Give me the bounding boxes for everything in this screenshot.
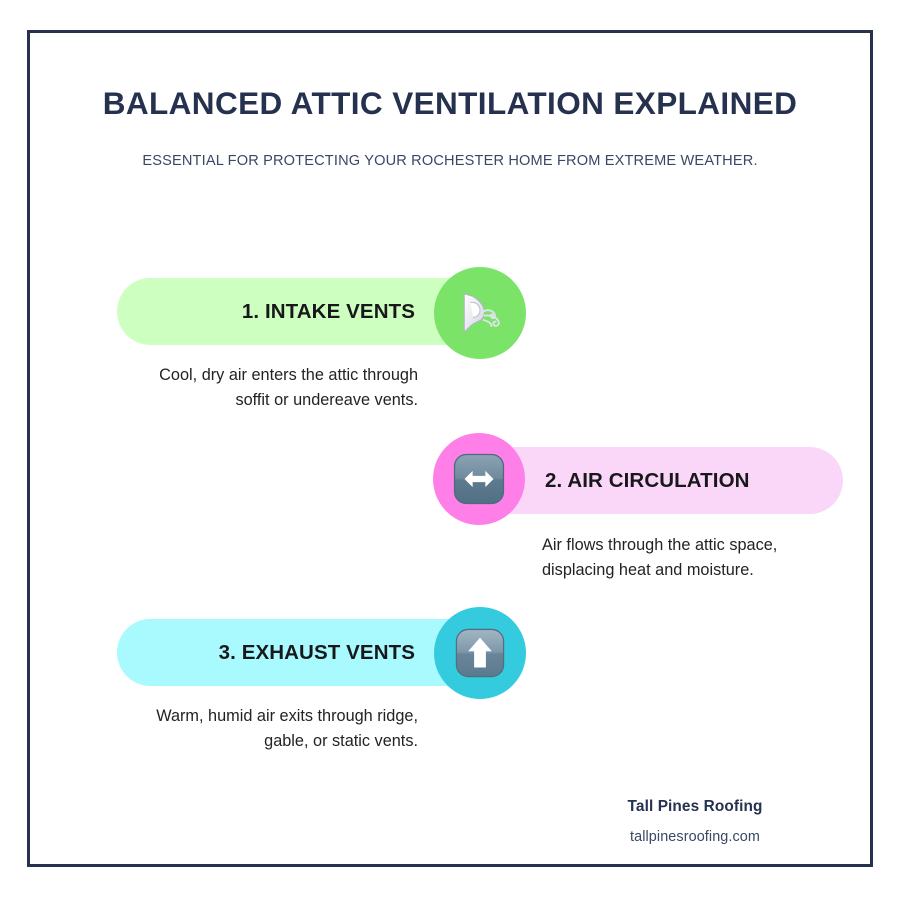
face-blowing-wind-icon — [452, 285, 508, 341]
footer-website: tallpinesroofing.com — [630, 829, 760, 845]
steps-list — [30, 33, 870, 864]
step-description: Warm, humid air exits through ridge, gable, or static vents. — [156, 707, 418, 750]
step-pill-exhaust-vents — [117, 619, 485, 686]
step-badge-intake-vents — [434, 267, 526, 359]
left-right-arrow-icon — [450, 450, 508, 508]
poster-footer — [535, 798, 855, 845]
step-pill-air-circulation — [475, 447, 843, 514]
step-label: 1. INTAKE VENTS — [241, 299, 415, 323]
step-badge-air-circulation — [433, 433, 525, 525]
page-subtitle: ESSENTIAL FOR PROTECTING YOUR ROCHESTER HOME FROM EXTREME WEATHER. — [142, 153, 758, 169]
step-description: Cool, dry air enters the attic through soffit or undereave vents. — [159, 366, 418, 409]
step-label: 2. AIR CIRCULATION — [545, 468, 750, 492]
page-title: BALANCED ATTIC VENTILATION EXPLAINED — [102, 85, 798, 121]
step-pill-intake-vents — [117, 278, 485, 345]
up-arrow-icon — [451, 624, 509, 682]
step-label: 3. EXHAUST VENTS — [218, 640, 415, 664]
step-description: Air flows through the attic space, displacing heat and moisture. — [542, 536, 778, 579]
infographic-poster — [27, 30, 873, 867]
step-badge-exhaust-vents — [434, 607, 526, 699]
footer-brand-name: Tall Pines Roofing — [627, 798, 763, 815]
